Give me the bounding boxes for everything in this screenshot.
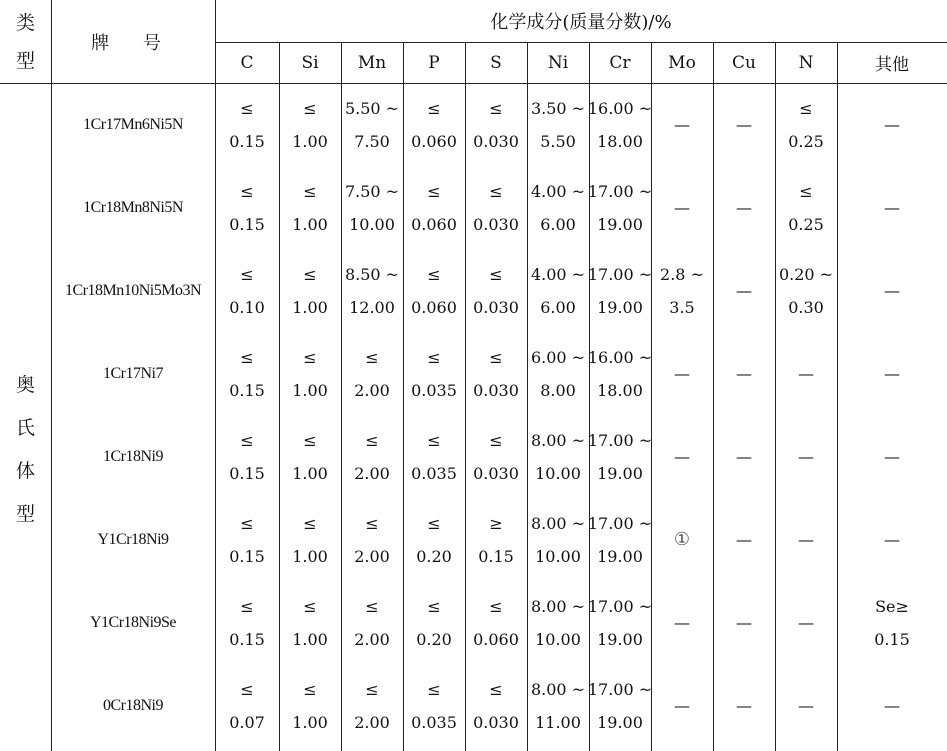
value-line: 12.00	[349, 297, 395, 317]
composition-value-cell	[527, 332, 589, 415]
value-line: ≤	[303, 679, 317, 699]
value-line: ≤	[240, 347, 254, 367]
value-line: 0.060	[411, 297, 457, 317]
composition-value-cell	[465, 581, 527, 664]
value-line: ≤	[240, 98, 254, 118]
value-line: 10.00	[535, 463, 581, 483]
composition-value-cell	[589, 166, 651, 249]
composition-value-cell	[341, 664, 403, 747]
value-line: ≤	[427, 679, 441, 699]
composition-value-cell	[403, 415, 465, 498]
composition-value-cell	[527, 83, 589, 166]
element-column-header: N	[798, 52, 814, 73]
composition-value-cell	[713, 664, 775, 747]
element-column-header: S	[490, 52, 502, 73]
value-line: 18.00	[597, 131, 643, 151]
composition-value-cell	[465, 415, 527, 498]
value-line: 8.00 ~	[530, 513, 586, 533]
value-line: Se≥	[875, 596, 909, 616]
value-line: ≤	[365, 596, 379, 616]
value-line: 0.15	[229, 131, 265, 151]
composition-value-cell	[837, 415, 947, 498]
value-line: ①	[673, 529, 691, 550]
composition-value-cell	[465, 166, 527, 249]
composition-value-cell	[215, 83, 279, 166]
element-column-header: P	[428, 52, 440, 73]
value-line: —	[736, 530, 752, 549]
value-line: 0.030	[473, 131, 519, 151]
value-line: ≤	[303, 98, 317, 118]
composition-value-cell	[589, 664, 651, 747]
value-line: 5.50	[540, 131, 576, 151]
composition-value-cell	[837, 498, 947, 581]
value-line: ≤	[240, 430, 254, 450]
value-line: ≤	[427, 430, 441, 450]
value-line: 4.00 ~	[530, 181, 586, 201]
value-line: —	[798, 364, 814, 383]
composition-value-cell	[837, 166, 947, 249]
value-line: ≤	[427, 596, 441, 616]
composition-value-cell	[341, 498, 403, 581]
value-line: ≤	[303, 596, 317, 616]
value-line: 8.00 ~	[530, 679, 586, 699]
value-line: —	[736, 364, 752, 383]
value-line: 3.50 ~	[530, 98, 586, 118]
value-line: ≤	[365, 679, 379, 699]
value-line: 0.25	[788, 131, 824, 151]
value-line: 0.030	[473, 463, 519, 483]
value-line: 0.15	[229, 463, 265, 483]
grade-cell: Y1Cr18Ni9Se	[89, 613, 177, 631]
composition-value-cell	[465, 249, 527, 332]
grade-cell: Y1Cr18Ni9	[97, 530, 169, 548]
value-line: —	[884, 447, 900, 466]
element-column-header: Mo	[668, 52, 696, 73]
element-column-header: Si	[301, 52, 319, 73]
value-line: ≤	[799, 98, 813, 118]
value-line: ≤	[427, 264, 441, 284]
value-line: 4.00 ~	[530, 264, 586, 284]
value-line: 0.030	[473, 214, 519, 234]
value-line: ≤	[427, 98, 441, 118]
value-line: —	[674, 447, 690, 466]
value-line: —	[884, 530, 900, 549]
composition-value-cell	[215, 332, 279, 415]
value-line: ≤	[240, 513, 254, 533]
value-line: 0.15	[874, 629, 910, 649]
composition-value-cell	[341, 249, 403, 332]
element-column-header: Mn	[357, 52, 387, 73]
value-line: ≤	[427, 347, 441, 367]
composition-value-cell	[465, 664, 527, 747]
value-line: 0.15	[229, 546, 265, 566]
value-line: —	[736, 281, 752, 300]
grade-cell: 1Cr17Mn6Ni5N	[83, 115, 183, 133]
composition-value-cell	[651, 498, 713, 581]
value-line: 0.20	[416, 629, 452, 649]
value-line: 16.00 ~	[587, 347, 653, 367]
composition-value-cell	[651, 249, 713, 332]
element-column-header: Cr	[609, 52, 631, 73]
value-line: 8.00	[540, 380, 576, 400]
composition-value-cell	[837, 249, 947, 332]
composition-value-cell	[215, 581, 279, 664]
value-line: —	[736, 198, 752, 217]
composition-value-cell	[403, 166, 465, 249]
value-line: 2.00	[354, 712, 390, 732]
value-line: ≤	[427, 181, 441, 201]
composition-value-cell	[713, 83, 775, 166]
value-line: —	[674, 115, 690, 134]
value-line: 0.060	[411, 131, 457, 151]
value-line: 19.00	[597, 712, 643, 732]
value-line: 6.00	[540, 214, 576, 234]
value-line: —	[736, 447, 752, 466]
value-line: 0.15	[229, 629, 265, 649]
type-column-header	[0, 0, 51, 83]
value-line: ≤	[365, 430, 379, 450]
composition-value-cell	[837, 581, 947, 664]
value-line: —	[884, 115, 900, 134]
value-line: 1.00	[292, 629, 328, 649]
value-line: —	[798, 530, 814, 549]
value-line: 3.5	[669, 297, 695, 317]
composition-value-cell	[527, 249, 589, 332]
composition-value-cell	[589, 332, 651, 415]
type-header-char: 类	[15, 11, 35, 34]
value-line: 1.00	[292, 131, 328, 151]
composition-value-cell	[527, 581, 589, 664]
steel-type-char: 氏	[15, 417, 35, 439]
composition-value-cell	[403, 83, 465, 166]
composition-value-cell	[837, 332, 947, 415]
value-line: 0.10	[229, 297, 265, 317]
value-line: 10.00	[349, 214, 395, 234]
value-line: 8.00 ~	[530, 430, 586, 450]
value-line: 17.00 ~	[587, 513, 653, 533]
value-line: 17.00 ~	[587, 596, 653, 616]
value-line: 1.00	[292, 380, 328, 400]
value-line: 18.00	[597, 380, 643, 400]
value-line: 0.035	[411, 712, 457, 732]
composition-value-cell	[713, 332, 775, 415]
value-line: 17.00 ~	[587, 264, 653, 284]
value-line: ≤	[489, 679, 503, 699]
value-line: 7.50 ~	[344, 181, 400, 201]
composition-value-cell	[527, 498, 589, 581]
composition-value-cell	[279, 664, 341, 747]
value-line: 0.030	[473, 380, 519, 400]
value-line: ≤	[799, 181, 813, 201]
composition-value-cell	[403, 581, 465, 664]
steel-type-char: 型	[15, 503, 35, 525]
composition-value-cell	[279, 415, 341, 498]
grade-cell: 0Cr18Ni9	[103, 696, 163, 714]
composition-value-cell	[713, 249, 775, 332]
value-line: 2.00	[354, 629, 390, 649]
value-line: ≤	[240, 596, 254, 616]
value-line: —	[736, 696, 752, 715]
value-line: ≤	[489, 596, 503, 616]
composition-value-cell	[589, 83, 651, 166]
composition-value-cell	[713, 166, 775, 249]
composition-value-cell	[465, 83, 527, 166]
composition-value-cell	[713, 415, 775, 498]
value-line: —	[736, 115, 752, 134]
value-line: 0.035	[411, 380, 457, 400]
value-line: 1.00	[292, 712, 328, 732]
composition-value-cell	[775, 83, 837, 166]
composition-value-cell	[775, 664, 837, 747]
composition-value-cell	[279, 249, 341, 332]
value-line: ≤	[240, 181, 254, 201]
value-line: 10.00	[535, 546, 581, 566]
value-line: ≤	[489, 264, 503, 284]
value-line: ≤	[365, 513, 379, 533]
composition-value-cell	[215, 664, 279, 747]
value-line: 0.15	[478, 546, 514, 566]
composition-value-cell	[589, 581, 651, 664]
value-line: 17.00 ~	[587, 430, 653, 450]
value-line: —	[884, 198, 900, 217]
value-line: —	[674, 613, 690, 632]
composition-value-cell	[465, 498, 527, 581]
composition-value-cell	[341, 415, 403, 498]
composition-value-cell	[215, 166, 279, 249]
composition-value-cell	[279, 332, 341, 415]
value-line: 0.20	[416, 546, 452, 566]
value-line: 2.00	[354, 463, 390, 483]
value-line: 5.50 ~	[344, 98, 400, 118]
value-line: 0.060	[473, 629, 519, 649]
value-line: —	[798, 447, 814, 466]
composition-value-cell	[215, 498, 279, 581]
value-line: 0.030	[473, 712, 519, 732]
composition-value-cell	[465, 332, 527, 415]
value-line: ≤	[303, 347, 317, 367]
composition-value-cell	[713, 581, 775, 664]
value-line: —	[798, 613, 814, 632]
value-line: 19.00	[597, 214, 643, 234]
value-line: 17.00 ~	[587, 181, 653, 201]
composition-value-cell	[651, 332, 713, 415]
value-line: —	[798, 696, 814, 715]
value-line: 17.00 ~	[587, 679, 653, 699]
grade-column-header: 牌 号	[91, 32, 175, 54]
composition-value-cell	[527, 415, 589, 498]
value-line: 2.00	[354, 546, 390, 566]
value-line: —	[736, 613, 752, 632]
value-line: 0.035	[411, 463, 457, 483]
value-line: ≤	[489, 347, 503, 367]
type-header-char: 型	[15, 49, 35, 72]
composition-value-cell	[403, 664, 465, 747]
composition-value-cell	[279, 83, 341, 166]
value-line: 2.00	[354, 380, 390, 400]
steel-type-char: 奥	[15, 374, 35, 396]
value-line: —	[884, 281, 900, 300]
element-column-header: C	[240, 52, 254, 73]
value-line: 0.15	[229, 214, 265, 234]
value-line: 1.00	[292, 297, 328, 317]
value-line: 19.00	[597, 463, 643, 483]
value-line: 19.00	[597, 297, 643, 317]
composition-value-cell	[403, 498, 465, 581]
value-line: 10.00	[535, 629, 581, 649]
composition-value-cell	[775, 581, 837, 664]
composition-value-cell	[279, 581, 341, 664]
value-line: ≤	[240, 264, 254, 284]
value-line: ≥	[489, 513, 503, 533]
value-line: —	[674, 198, 690, 217]
value-line: 1.00	[292, 546, 328, 566]
value-line: —	[674, 696, 690, 715]
steel-type-label	[0, 360, 51, 540]
composition-value-cell	[527, 166, 589, 249]
value-line: 1.00	[292, 463, 328, 483]
composition-value-cell	[403, 249, 465, 332]
composition-value-cell	[279, 166, 341, 249]
composition-value-cell	[775, 415, 837, 498]
element-column-header: Ni	[547, 52, 569, 73]
composition-value-cell	[651, 581, 713, 664]
steel-type-char: 体	[15, 460, 35, 482]
value-line: 19.00	[597, 629, 643, 649]
composition-header: 化学成分(质量分数)/%	[490, 12, 672, 33]
value-line: ≤	[303, 430, 317, 450]
value-line: ≤	[240, 679, 254, 699]
composition-value-cell	[279, 498, 341, 581]
grade-cell: 1Cr18Mn10Ni5Mo3N	[64, 281, 201, 299]
value-line: 1.00	[292, 214, 328, 234]
composition-value-cell	[651, 664, 713, 747]
value-line: ≤	[303, 513, 317, 533]
value-line: 2.8 ~	[660, 264, 704, 284]
composition-value-cell	[651, 415, 713, 498]
value-line: —	[884, 696, 900, 715]
grade-cell: 1Cr18Ni9	[103, 447, 163, 465]
composition-value-cell	[215, 415, 279, 498]
composition-value-cell	[215, 249, 279, 332]
value-line: —	[674, 364, 690, 383]
value-line: ≤	[303, 181, 317, 201]
composition-value-cell	[651, 83, 713, 166]
value-line: 8.00 ~	[530, 596, 586, 616]
composition-value-cell	[775, 249, 837, 332]
composition-value-cell	[341, 83, 403, 166]
value-line: 11.00	[535, 712, 581, 732]
composition-value-cell	[527, 664, 589, 747]
composition-value-cell	[589, 498, 651, 581]
value-line: ≤	[489, 98, 503, 118]
value-line: 0.20 ~	[778, 264, 834, 284]
composition-value-cell	[775, 166, 837, 249]
composition-value-cell	[775, 332, 837, 415]
value-line: 0.030	[473, 297, 519, 317]
value-line: ≤	[365, 347, 379, 367]
composition-value-cell	[589, 249, 651, 332]
composition-value-cell	[403, 332, 465, 415]
composition-value-cell	[713, 498, 775, 581]
composition-value-cell	[651, 166, 713, 249]
grade-cell: 1Cr18Mn8Ni5N	[83, 198, 183, 216]
element-column-header: 其他	[875, 55, 909, 75]
composition-value-cell	[837, 664, 947, 747]
value-line: 0.15	[229, 380, 265, 400]
value-line: 0.30	[788, 297, 824, 317]
value-line: 16.00 ~	[587, 98, 653, 118]
value-line: ≤	[303, 264, 317, 284]
value-line: ≤	[489, 430, 503, 450]
composition-value-cell	[341, 166, 403, 249]
value-line: 6.00	[540, 297, 576, 317]
value-line: —	[884, 364, 900, 383]
composition-value-cell	[837, 83, 947, 166]
value-line: 0.060	[411, 214, 457, 234]
value-line: ≤	[427, 513, 441, 533]
value-line: 19.00	[597, 546, 643, 566]
value-line: 0.07	[229, 712, 265, 732]
composition-value-cell	[589, 415, 651, 498]
value-line: 6.00 ~	[530, 347, 586, 367]
element-column-header: Cu	[732, 52, 756, 73]
grade-cell: 1Cr17Ni7	[103, 364, 163, 382]
composition-value-cell	[341, 581, 403, 664]
composition-value-cell	[341, 332, 403, 415]
value-line: ≤	[489, 181, 503, 201]
value-line: 8.50 ~	[344, 264, 400, 284]
value-line: 0.25	[788, 214, 824, 234]
composition-value-cell	[775, 498, 837, 581]
value-line: 7.50	[354, 131, 390, 151]
